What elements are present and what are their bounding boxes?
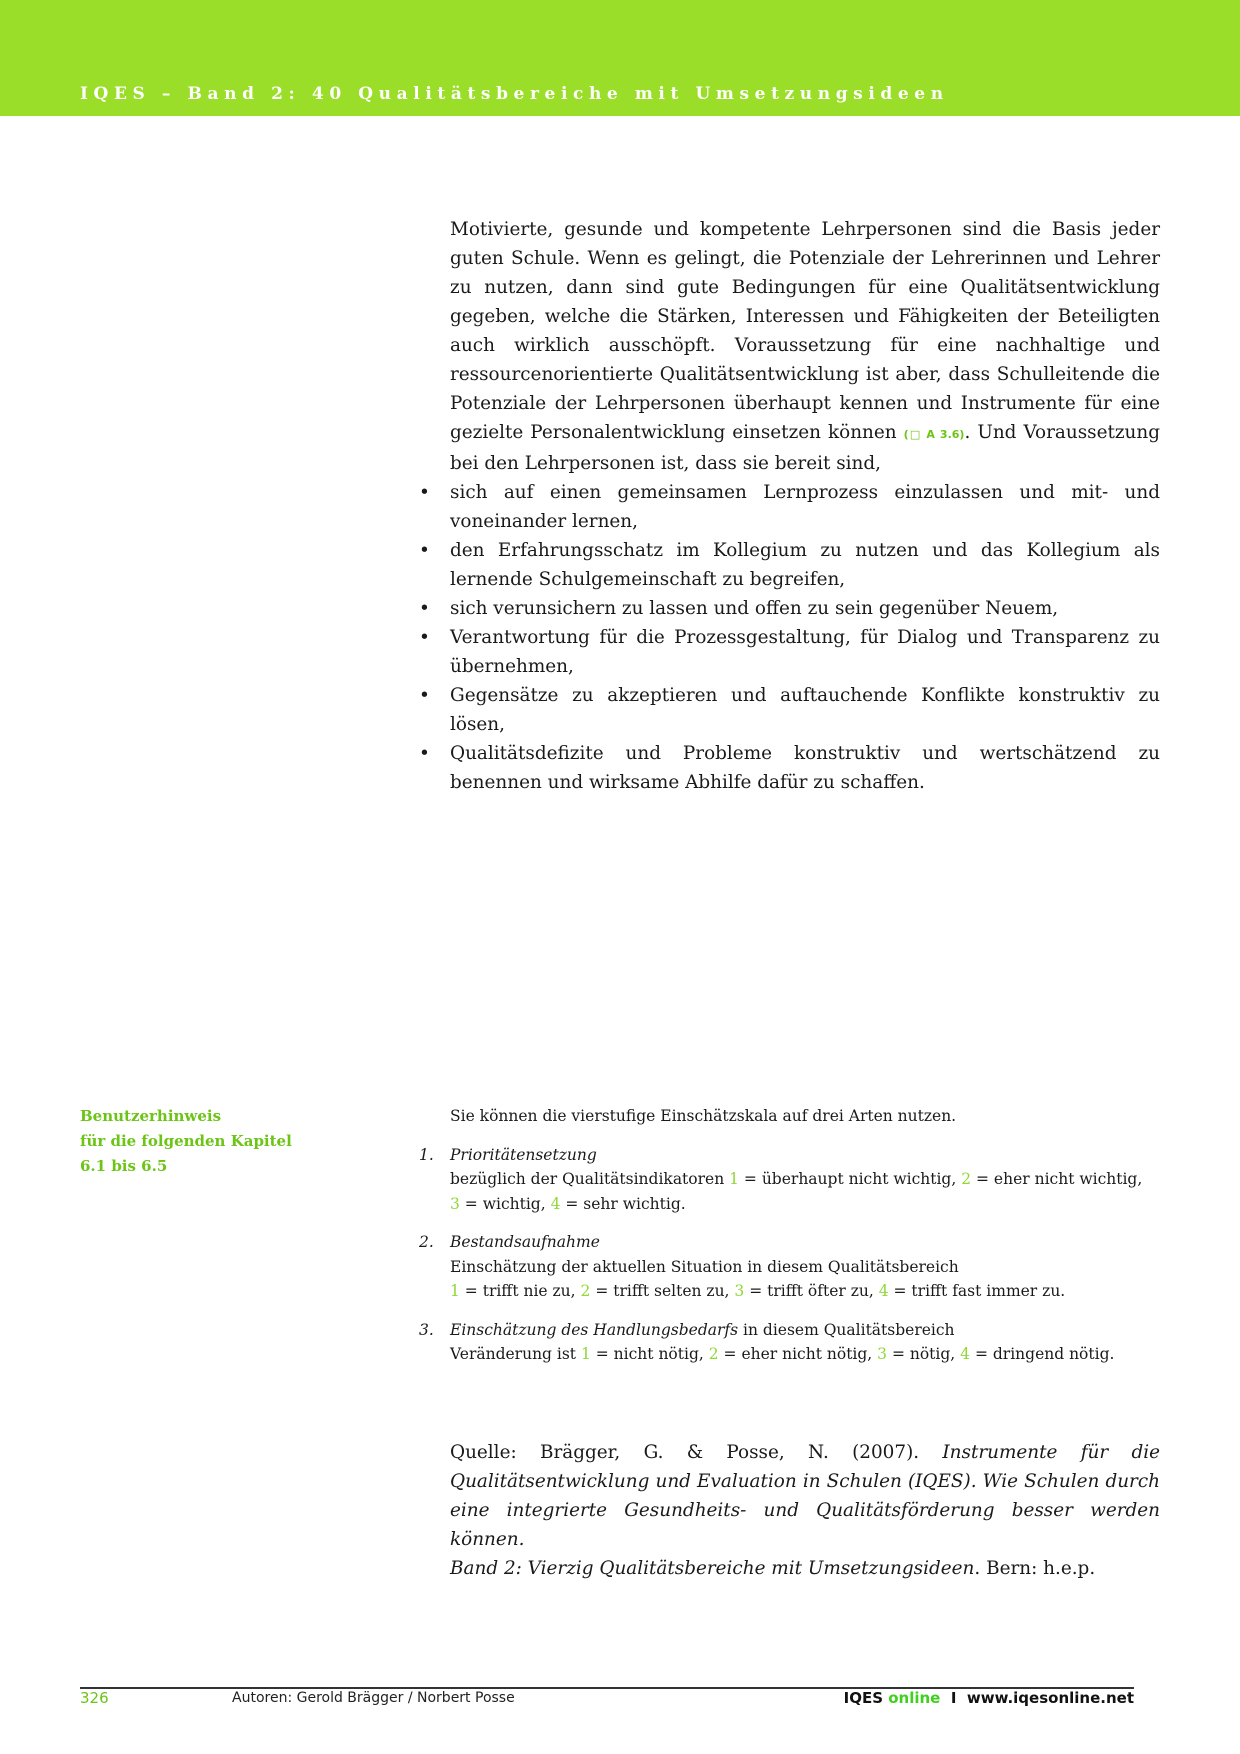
scale-number: 1 [450, 1282, 460, 1300]
bullet-item: • den Erfahrungsschatz im Kollegium zu nutzen und das Kollegium als lernende Schulgemeinschaft zu begreifen, [450, 536, 1160, 594]
citation-publisher: . Bern: h.e.p. [974, 1558, 1096, 1579]
scale-number: 3 [877, 1345, 888, 1363]
hint-item-number: 3. [419, 1320, 434, 1339]
bullet-item: • sich auf einen gemeinsamen Lernprozess einzulassen und mit- und voneinander lernen, [450, 478, 1160, 536]
bullet-item: • sich verunsichern zu lassen und offen zu sein gegenüber Neuem, [450, 594, 1160, 623]
scale-label: = trifft selten zu, [590, 1282, 735, 1300]
side-note-line: Benutzerhinweis [80, 1107, 222, 1125]
bullet-list [450, 478, 1160, 797]
hint-list [419, 1143, 1170, 1367]
scale-number: 4 [960, 1345, 971, 1363]
intro-text: Motivierte, gesunde und kompetente Lehrpersonen sind die Basis jeder guten Schule. Wenn es gelingt, die Potenziale der Lehrerinnen und Lehrer zu nutzen, dann sind gute Bedingungen für eine Qualitätsentwicklung gegeben, welche die Stärken, Interessen und Fähigkeiten der Beteiligten auch wirklich ausschöpft. Voraussetzung für eine nachhaltige und ressourcenorientierte Qualitätsentwicklung ist aber, dass Schulleitende die Potenziale der Lehrpersonen überhaupt kennen und Instrumente für eine gezielte Personalentwicklung einsetzen können [450, 219, 1160, 443]
bullet-item: • Qualitätsdefizite und Probleme konstruktiv und wertschätzend zu benennen und wirksame Abhilfe dafür zu schaffen. [450, 739, 1160, 797]
bullet-item: • Gegensätze zu akzeptieren und auftauchende Konflikte konstruktiv zu lösen, [450, 681, 1160, 739]
scale-label: = sehr wichtig. [560, 1194, 686, 1213]
header-title: IQES – Band 2: 40 Qualitätsbereiche mit Umsetzungsideen [80, 84, 949, 104]
hint-intro: Sie können die vierstufige Einschätzskala auf drei Arten nutzen. [450, 1107, 957, 1125]
scale-label: = trifft nie zu, [459, 1282, 581, 1300]
brand-iqes: IQES [843, 1689, 883, 1707]
scale-number: 4 [878, 1282, 889, 1300]
scale-label: = dringend nötig. [970, 1345, 1115, 1363]
side-note-line: für die folgenden Kapitel [80, 1132, 292, 1150]
hint-item-scale [450, 1279, 1170, 1304]
hint-item-title: Einschätzung des Handlungsbedarfs [450, 1320, 739, 1339]
brand-online: online [888, 1689, 941, 1707]
scale-label: = eher nicht nötig, [718, 1345, 878, 1363]
hint-item-number: 2. [419, 1233, 434, 1251]
scale-number: 3 [734, 1282, 745, 1300]
scale-number: 1 [729, 1170, 739, 1188]
hint-item [419, 1230, 1170, 1304]
hint-item-description: Einschätzung der aktuellen Situation in diesem Qualitätsbereich [450, 1257, 959, 1276]
scale-prefix: Veränderung ist [450, 1345, 581, 1363]
user-hint-label [80, 1104, 292, 1179]
hint-item-title: Prioritätensetzung [450, 1145, 597, 1164]
scale-label: = überhaupt nicht wichtig, [738, 1170, 962, 1188]
scale-label: = nicht nötig, [590, 1345, 709, 1363]
page-number: 326 [80, 1689, 109, 1707]
side-note-line: 6.1 bis 6.5 [80, 1157, 168, 1175]
header-bar [0, 0, 1240, 116]
brand-separator: I [950, 1689, 957, 1707]
scale-label: = nötig, [887, 1345, 961, 1363]
hint-item-number: 1. [419, 1145, 434, 1164]
scale-number: 4 [550, 1194, 561, 1213]
footer-brand [844, 1689, 1134, 1707]
user-hint [419, 1104, 1170, 1367]
intro-text-end: . Und Voraussetzung bei den Lehrpersonen ist, dass sie bereit sind, [450, 422, 1161, 474]
bullet-item: • Verantwortung für die Prozessgestaltung, für Dialog und Transparenz zu übernehmen, [450, 623, 1160, 681]
scale-number: 3 [450, 1194, 460, 1213]
citation-title: Instrumente für die Qualitätsentwicklung und Evaluation in Schulen (IQES). Wie Schulen durch eine integrierte Gesundheits- und Qualitätsförderung besser werden können. [450, 1442, 1161, 1550]
intro-paragraph [450, 215, 1160, 478]
hint-item [419, 1318, 1170, 1367]
cross-reference-link[interactable]: (□ A 3.6) [903, 428, 965, 441]
scale-label: = trifft öfter zu, [744, 1282, 879, 1300]
website-link[interactable]: www.iqesonline.net [966, 1689, 1134, 1707]
scale-number: 2 [708, 1345, 719, 1363]
scale-number: 2 [580, 1282, 591, 1300]
scale-prefix: bezüglich der Qualitätsindikatoren [450, 1170, 730, 1188]
hint-item-title: Bestandsaufnahme [450, 1233, 600, 1251]
hint-item [419, 1143, 1170, 1217]
citation-subtitle: Band 2: Vierzig Qualitätsbereiche mit Umsetzungsideen [450, 1558, 975, 1579]
source-citation [450, 1438, 1160, 1583]
hint-item-scale [450, 1342, 1170, 1367]
scale-number: 2 [961, 1170, 972, 1188]
scale-label: = trifft fast immer zu. [888, 1282, 1066, 1300]
hint-item-scale [450, 1167, 1170, 1216]
scale-label: = eher nicht wichtig, [971, 1170, 1143, 1188]
footer-authors: Autoren: Gerold Brägger / Norbert Posse [232, 1690, 515, 1706]
main-text [450, 215, 1160, 797]
hint-item-title-suffix: in diesem Qualitätsbereich [738, 1320, 955, 1339]
scale-number: 1 [580, 1345, 591, 1363]
scale-label: = wichtig, [459, 1194, 551, 1213]
citation-authors: Quelle: Brägger, G. & Posse, N. (2007). [450, 1442, 943, 1463]
